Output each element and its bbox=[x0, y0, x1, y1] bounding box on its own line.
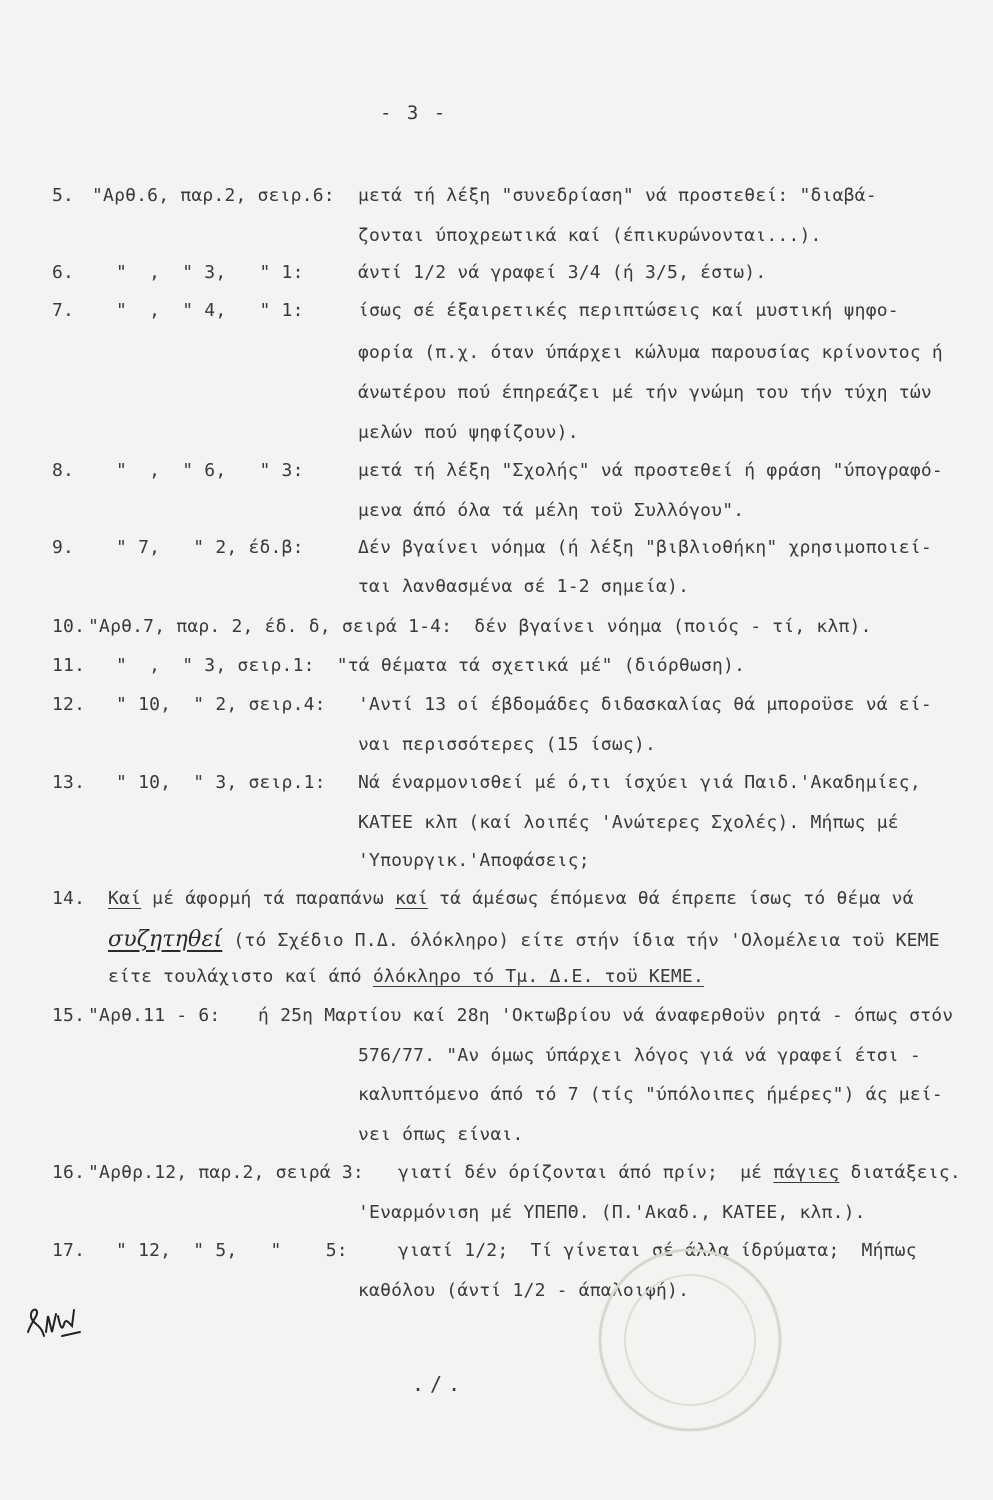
item-12-line-1: 'Αντί 13 οί έβδομάδες διδασκαλίας θά μποροϋσε νά εί- bbox=[358, 694, 932, 715]
item-15-line-3: νει όπως είναι. bbox=[358, 1124, 524, 1145]
item-13-line-3: 'Υπουργικ.'Αποφάσεις; bbox=[358, 850, 590, 871]
item-16-number: 16. bbox=[52, 1162, 86, 1183]
item-13-ref: " 10, " 3, σειρ.1: bbox=[116, 772, 326, 793]
item-8-number: 8. bbox=[52, 460, 75, 481]
item-14-line-1 bbox=[108, 888, 914, 909]
end-mark: ./. bbox=[412, 1372, 467, 1396]
item-16-underlined-word: πάγιες bbox=[773, 1162, 840, 1183]
item-9-line-2: ται λανθασμένα σέ 1-2 σημεία). bbox=[358, 576, 690, 597]
item-14-text-b: τά άμέσως έπόμενα θά έπρεπε ίσως τό θέμα νά bbox=[428, 888, 914, 909]
item-13-number: 13. bbox=[52, 772, 86, 793]
item-15-ref: "Αρθ.11 - 6: bbox=[88, 1005, 221, 1026]
item-13-line-2: ΚΑΤΕΕ κλπ (καί λοιπές 'Ανώτερες Σχολές). Μήπως μέ bbox=[358, 812, 899, 833]
item-14-text-d: είτε τουλάχιστο καί άπό bbox=[108, 966, 373, 987]
item-17-line-1: καθόλου (άντί 1/2 - άπαλοιφή). bbox=[358, 1280, 690, 1301]
item-6-line-1: άντί 1/2 νά γραφεί 3/4 (ή 3/5, έστω). bbox=[358, 262, 767, 283]
handwritten-insert: συζητηθεί bbox=[108, 927, 223, 952]
item-12-ref: " 10, " 2, σειρ.4: bbox=[116, 694, 326, 715]
item-12-number: 12. bbox=[52, 694, 86, 715]
item-16-text-a: γιατί δέν όρίζονται άπό πρίν; μέ bbox=[398, 1162, 774, 1183]
item-15-number: 15. bbox=[52, 1005, 86, 1026]
item-13-line-1: Νά έναρμονισθεί μέ ό,τι ίσχύει γιά Παιδ.'Ακαδημίες, bbox=[358, 772, 921, 793]
item-5-line-2: ζονται ύποχρεωτικά καί (έπικυρώνονται...). bbox=[358, 225, 822, 246]
item-16-text-b: διατάξεις. bbox=[839, 1162, 961, 1183]
item-7-line-3: άνωτέρου πού έπηρεάζει μέ τήν γνώμη του τήν τύχη τών bbox=[358, 382, 932, 403]
item-5-line-1: μετά τή λέξη "συνεδρίαση" νά προστεθεί: "διαβά- bbox=[358, 185, 877, 206]
item-7-line-4: μελών πού ψηφίζουν). bbox=[358, 422, 579, 443]
item-7-line-2: φορία (π.χ. όταν ύπάρχει κώλυμα παρουσίας κρίνοντος ή bbox=[358, 342, 943, 363]
item-9-line-1: Δέν βγαίνει νόημα (ή λέξη "βιβλιοθήκη" χρησιμοποιεί- bbox=[358, 537, 932, 558]
item-7-number: 7. bbox=[52, 300, 75, 321]
item-7-line-1: ίσως σέ έξαιρετικές περιπτώσεις καί μυστική ψηφο- bbox=[358, 300, 899, 321]
item-15-line-1: 576/77. "Αν όμως ύπάρχει λόγος γιά νά γραφεί έτσι - bbox=[358, 1045, 921, 1066]
signature-mark bbox=[22, 1302, 82, 1342]
item-15-line-2: καλυπτόμενο άπό τό 7 (τίς "ύπόλοιπες ήμέρες") άς μεί- bbox=[358, 1084, 943, 1105]
item-8-line-1: μετά τή λέξη "Σχολής" νά προστεθεί ή φράση "ύπογραφό- bbox=[358, 460, 943, 481]
item-7-ref: " , " 4, " 1: bbox=[116, 300, 304, 321]
item-11-number: 11. bbox=[52, 655, 86, 676]
underlined-kai-1: Καί bbox=[108, 888, 142, 909]
item-14-text-c: (τό Σχέδιο Π.Δ. όλόκληρο) είτε στήν ίδια τήν 'Ολομέλεια τοϋ ΚΕΜΕ bbox=[222, 930, 940, 951]
item-5-number: 5. bbox=[52, 185, 75, 206]
stamp-bleedthrough bbox=[590, 1240, 790, 1440]
item-17-first-line: γιατί 1/2; Τί γίνεται σέ άλλα ίδρύματα; Μήπως bbox=[398, 1240, 917, 1261]
item-16-first-line bbox=[398, 1162, 961, 1183]
item-15-first-line: ή 25η Μαρτίου καί 28η 'Οκτωβρίου νά άναφερθοϋν ρητά - όπως στόν bbox=[258, 1005, 954, 1026]
item-12-line-2: ναι περισσότερες (15 ίσως). bbox=[358, 734, 656, 755]
underlined-kai-2: καί bbox=[394, 888, 429, 909]
item-11-text: " , " 3, σειρ.1: "τά θέματα τά σχετικά μέ" (διόρθωση). bbox=[116, 655, 746, 676]
item-16-line-1: 'Εναρμόνιση μέ ΥΠΕΠΘ. (Π.'Ακαδ., ΚΑΤΕΕ, κλπ.). bbox=[358, 1202, 866, 1223]
item-17-number: 17. bbox=[52, 1240, 86, 1261]
item-14-line-3 bbox=[108, 966, 704, 987]
item-10-text: "Αρθ.7, παρ. 2, έδ. δ, σειρά 1-4: δέν βγαίνει νόημα (ποιός - τί, κλπ). bbox=[88, 616, 872, 637]
item-17-ref: " 12, " 5, " 5: bbox=[116, 1240, 348, 1261]
item-10-number: 10. bbox=[52, 616, 86, 637]
item-14-line-2 bbox=[108, 927, 940, 952]
item-14-text-a: μέ άφορμή τά παραπάνω bbox=[141, 888, 395, 909]
item-14-number: 14. bbox=[52, 888, 86, 909]
item-14-underlined-phrase: όλόκληρο τό Τμ. Δ.Ε. τοϋ ΚΕΜΕ. bbox=[372, 966, 704, 987]
item-8-ref: " , " 6, " 3: bbox=[116, 460, 304, 481]
item-16-ref: "Αρθρ.12, παρ.2, σειρά 3: bbox=[88, 1162, 364, 1183]
item-5-ref: "Αρθ.6, παρ.2, σειρ.6: bbox=[92, 185, 335, 206]
page-number: - 3 - bbox=[380, 102, 448, 124]
item-6-number: 6. bbox=[52, 262, 75, 283]
item-9-number: 9. bbox=[52, 537, 75, 558]
item-9-ref: " 7, " 2, έδ.β: bbox=[116, 537, 304, 558]
item-6-ref: " , " 3, " 1: bbox=[116, 262, 304, 283]
item-8-line-2: μενα άπό όλα τά μέλη τοϋ Συλλόγου". bbox=[358, 500, 745, 521]
